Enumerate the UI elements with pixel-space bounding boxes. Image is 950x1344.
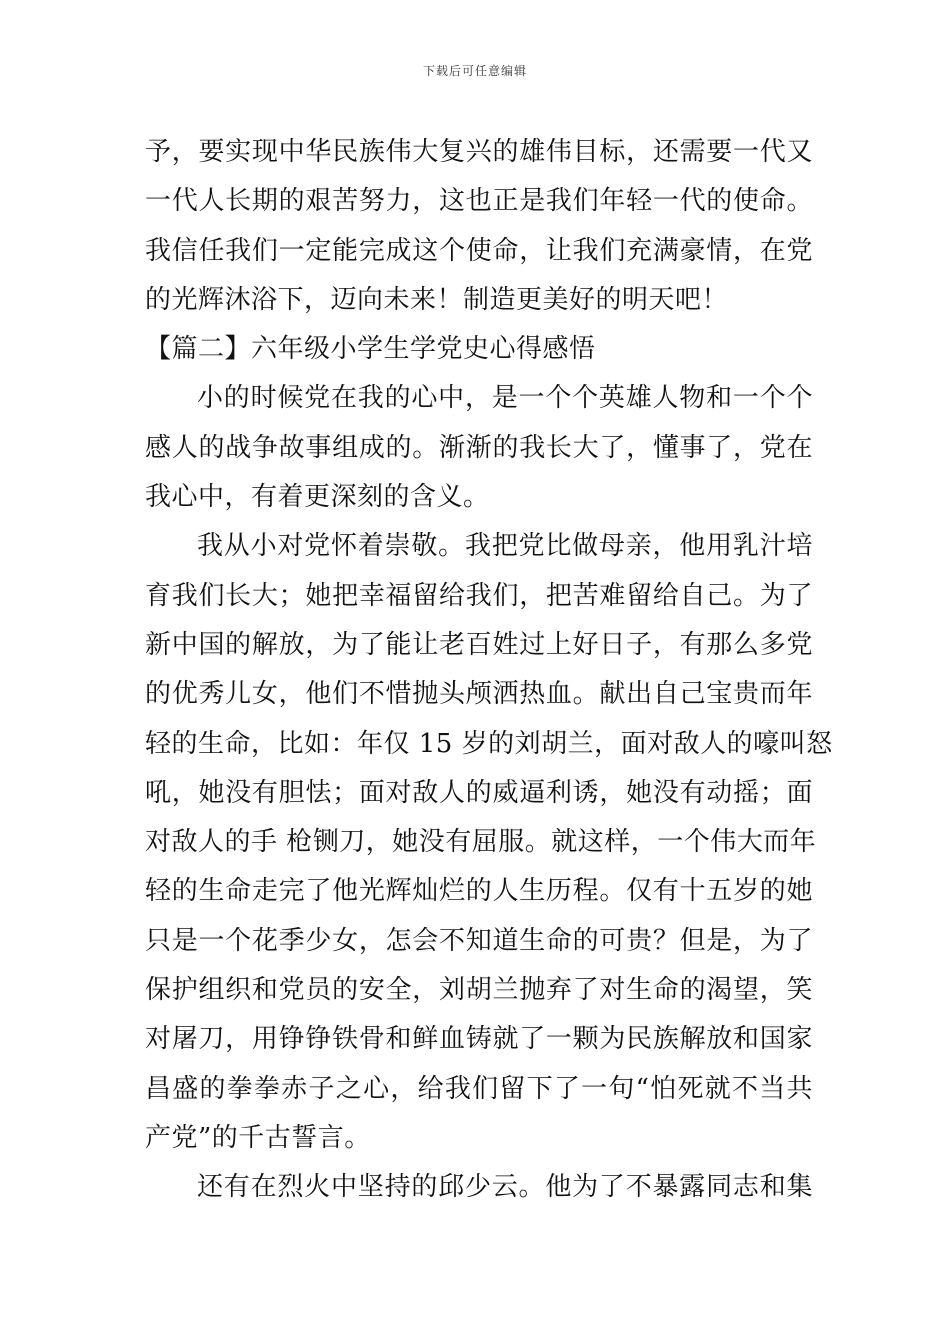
text-line: 轻的生命，比如：年仅 15 岁的刘胡兰，面对敌人的嚎叫怒	[145, 728, 833, 759]
text-line: 还有在烈火中坚持的邱少云。他为了不暴露同志和集	[197, 1172, 813, 1203]
text-line: 保护组织和党员的安全，刘胡兰抛弃了对生命的渴望，笑	[145, 975, 813, 1006]
text-line: 只是一个花季少女，怎会不知道生命的可贵？但是，为了	[145, 925, 813, 956]
text-line: 的光辉沐浴下，迈向未来！制造更美好的明天吧！	[145, 284, 729, 315]
text-line: 吼，她没有胆怯；面对敌人的威逼利诱，她没有动摇；面	[145, 777, 813, 808]
text-line: 我从小对党怀着崇敬。我把党比做母亲，他用乳汁培	[197, 531, 813, 562]
text-line: 对敌人的手 枪铡刀，她没有屈服。就这样，一个伟大而年	[145, 827, 817, 858]
text-line: 予，要实现中华民族伟大复兴的雄伟目标，还需要一代又	[145, 137, 813, 167]
section-heading: 【篇二】六年级小学生学党史心得感悟	[145, 334, 596, 365]
header-note: 下载后可任意编辑	[422, 64, 527, 78]
text-line: 轻的生命走完了他光辉灿烂的人生历程。仅有十五岁的她	[145, 876, 813, 907]
text-line: 小的时候党在我的心中，是一个个英雄人物和一个个	[197, 383, 813, 414]
text-line: 育我们长大；她把幸福留给我们，把苦难留给自己。为了	[145, 580, 813, 611]
text-line: 一代人长期的艰苦努力，这也正是我们年轻一代的使命。	[145, 186, 813, 217]
text-line: 我信任我们一定能完成这个使命，让我们充满豪情，在党	[145, 235, 813, 266]
text-line: 感人的战争故事组成的。渐渐的我长大了，懂事了，党在	[145, 432, 813, 463]
text-line: 新中国的解放，为了能让老百姓过上好日子，有那么多党	[145, 629, 813, 660]
text-line: 对屠刀，用铮铮铁骨和鲜血铸就了一颗为民族解放和国家	[145, 1024, 813, 1055]
text-line: 的优秀儿女，他们不惜抛头颅洒热血。献出自己宝贵而年	[145, 679, 813, 710]
text-line: 产党”的千古誓言。	[145, 1122, 371, 1153]
document-body	[145, 128, 833, 1213]
text-line: 昌盛的拳拳赤子之心，给我们留下了一句“怕死就不当共	[145, 1073, 813, 1104]
text-line: 我心中，有着更深刻的含义。	[145, 482, 490, 513]
